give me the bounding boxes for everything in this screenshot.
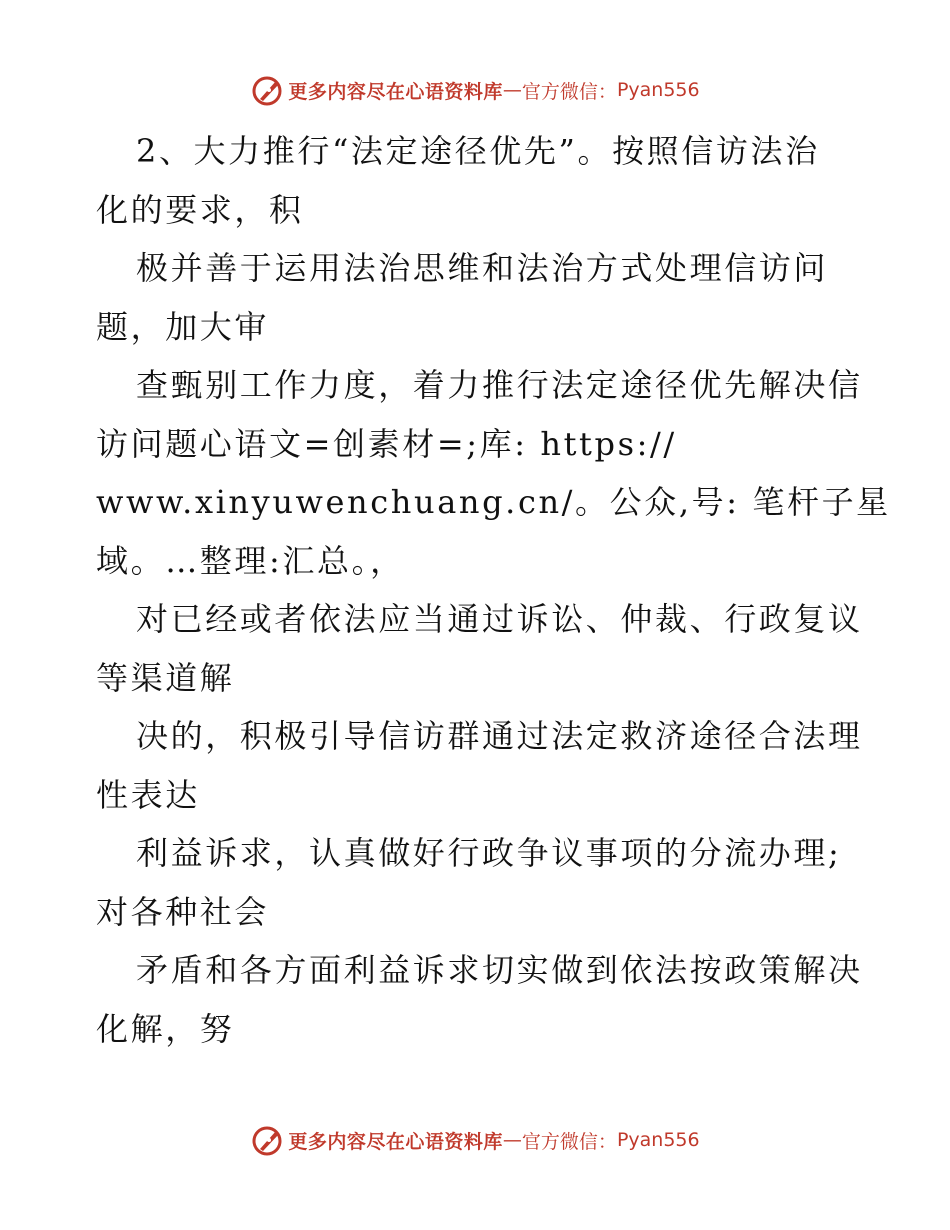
text-line: 等渠道解 bbox=[96, 658, 235, 697]
text-line: 对各种社会 bbox=[96, 892, 270, 931]
text-line: 决的，积极引导信访群通过法定救济途径合法理 bbox=[136, 717, 863, 755]
banner-wechat-label: 官方微信： bbox=[521, 1130, 617, 1153]
text-line: 极并善于运用法治思维和法治方式处理信访问 bbox=[136, 249, 829, 287]
banner-separator: — bbox=[502, 1129, 522, 1151]
pen-nib-logo-icon bbox=[250, 73, 284, 107]
banner-brand-text: 更多内容尽在心语资料库 bbox=[288, 80, 503, 103]
text-line: 性表达 bbox=[96, 775, 200, 814]
text-line: www.xinyuwenchuang.cn/。公众,号: 笔杆子星 bbox=[96, 483, 891, 521]
text-line: 利益诉求，认真做好行政争议事项的分流办理; bbox=[136, 834, 842, 872]
text-line: 化的要求，积 bbox=[96, 190, 304, 229]
text-line: 题，加大审 bbox=[96, 307, 270, 346]
text-line: 化解，努 bbox=[96, 1009, 235, 1048]
banner-separator: — bbox=[502, 79, 522, 101]
pen-nib-logo-icon bbox=[250, 1123, 284, 1157]
text-line: 查甄别工作力度，着力推行法定途径优先解决信 bbox=[136, 366, 863, 404]
document-body bbox=[96, 122, 891, 1058]
text-line: 矛盾和各方面利益诉求切实做到依法按政策解决 bbox=[136, 951, 863, 989]
text-line: 域。…整理:汇总。， bbox=[96, 541, 405, 580]
banner-wechat-label: 官方微信： bbox=[521, 80, 617, 103]
banner-brand-text: 更多内容尽在心语资料库 bbox=[288, 1130, 503, 1153]
banner-wechat-id: Pyan556 bbox=[616, 1129, 700, 1151]
text-line: 访问题心语文=创素材=;库: https:// bbox=[96, 424, 677, 463]
footer-banner bbox=[0, 1120, 950, 1160]
text-line: 对已经或者依法应当通过诉讼、仲裁、行政复议 bbox=[136, 600, 863, 638]
banner-wechat-id: Pyan556 bbox=[616, 79, 700, 101]
text-line: 2、大力推行“法定途径优先”。按照信访法治 bbox=[136, 132, 820, 170]
header-banner bbox=[0, 70, 950, 110]
